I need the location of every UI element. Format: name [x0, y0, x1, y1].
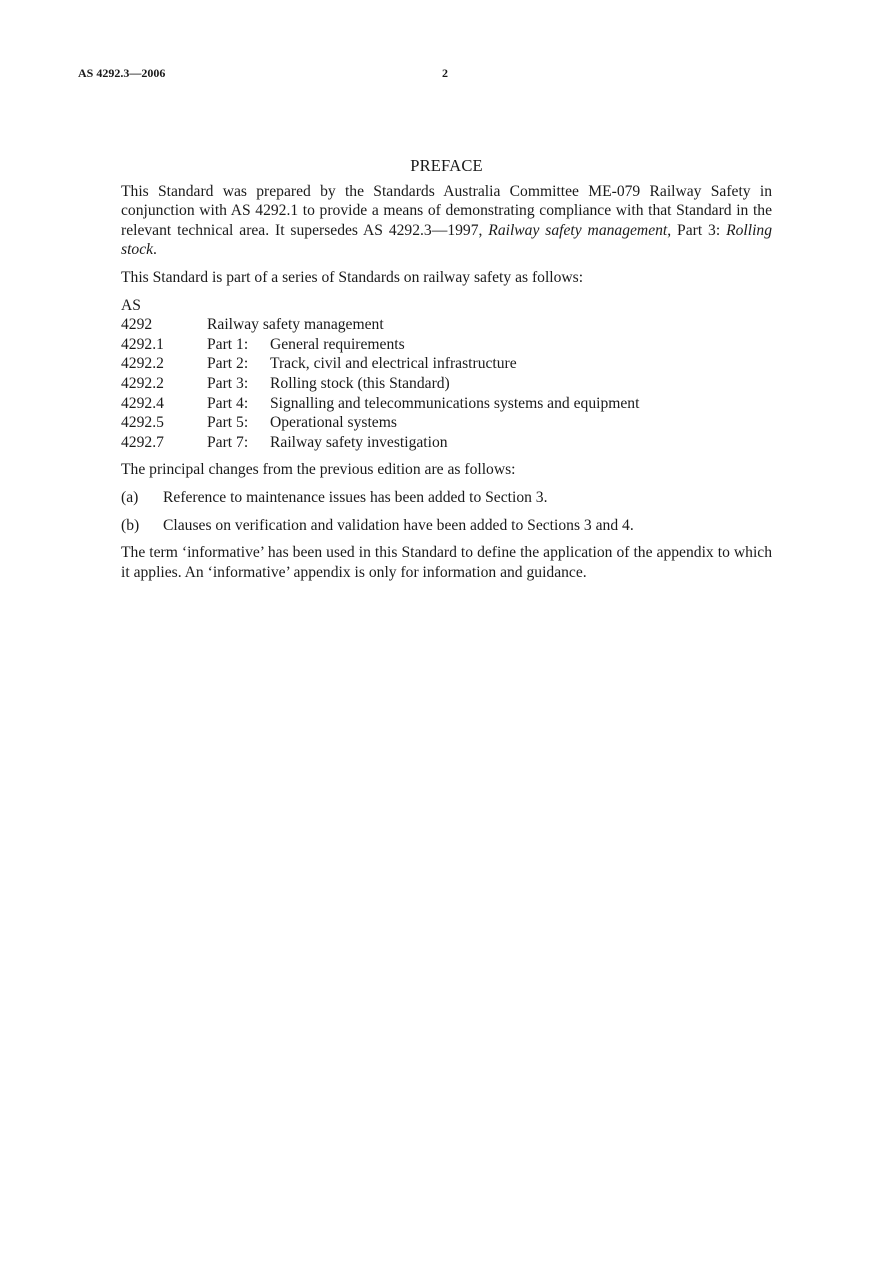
- series-intro-paragraph: This Standard is part of a series of Standards on railway safety as follows:: [121, 268, 584, 286]
- standard-part: Part 4:: [207, 394, 249, 412]
- change-text: Reference to maintenance issues has been added to Section 3.: [163, 488, 548, 506]
- standard-number: 4292.2: [121, 374, 164, 392]
- intro-text-2: , Part 3:: [667, 221, 727, 239]
- standard-part: Part 5:: [207, 414, 249, 432]
- list-item: [121, 413, 772, 433]
- list-item: [121, 315, 772, 335]
- standard-title: General requirements: [270, 335, 405, 353]
- standard-part: Part 1:: [207, 335, 249, 353]
- intro-italic-part: Rolling stock: [121, 221, 772, 259]
- document-code: AS 4292.3—2006: [78, 66, 166, 80]
- standard-title: Signalling and telecommunications systems and equipment: [270, 394, 640, 412]
- standard-part: Part 3:: [207, 374, 249, 392]
- list-item: [121, 516, 772, 536]
- standard-part: Part 7:: [207, 433, 249, 451]
- standard-number: 4292.7: [121, 433, 164, 451]
- standard-number: 4292.5: [121, 414, 164, 432]
- change-letter: (a): [121, 488, 139, 506]
- intro-text-3: .: [153, 241, 157, 259]
- list-item: [121, 394, 772, 414]
- standard-title: Track, civil and electrical infrastructure: [270, 355, 517, 373]
- intro-text-1: This Standard was prepared by the Standards Australia Committee ME-079 Railway Safety in conjunction with AS 4292.1 to provide a means of demonstrating compliance with that Standard in the relevant technical area. It supersedes AS 4292.3—1997,: [121, 182, 772, 239]
- change-letter: (b): [121, 516, 140, 534]
- standard-title: Operational systems: [270, 414, 397, 432]
- list-item: [121, 488, 772, 508]
- list-item: [121, 335, 772, 355]
- changes-intro-paragraph: The principal changes from the previous edition are as follows:: [121, 461, 516, 479]
- standard-title: Rolling stock (this Standard): [270, 374, 450, 392]
- standard-number: 4292.4: [121, 394, 164, 412]
- list-item: [121, 433, 772, 453]
- series-heading: AS: [121, 296, 141, 314]
- standard-title: Railway safety investigation: [270, 433, 448, 451]
- page-header: [78, 66, 814, 84]
- page-number: 2: [442, 66, 448, 80]
- standard-number: 4292.1: [121, 335, 164, 353]
- informative-note-paragraph: The term ‘informative’ has been used in this Standard to define the application of the appendix to which it applies. An ‘informative’ appendix is only for information and guidance.: [121, 544, 772, 581]
- standard-number: 4292: [121, 316, 153, 334]
- list-item: [121, 374, 772, 394]
- standards-series-list: [121, 315, 772, 452]
- list-item: [121, 354, 772, 374]
- change-text: Clauses on verification and validation have been added to Sections 3 and 4.: [163, 516, 634, 534]
- standard-part: Part 2:: [207, 355, 249, 373]
- standard-title: Railway safety management: [207, 316, 384, 334]
- intro-paragraph: [121, 182, 772, 260]
- standard-number: 4292.2: [121, 355, 164, 373]
- preface-title: PREFACE: [410, 156, 483, 175]
- preface-section: [121, 156, 772, 590]
- intro-italic-title: Railway safety management: [488, 221, 668, 239]
